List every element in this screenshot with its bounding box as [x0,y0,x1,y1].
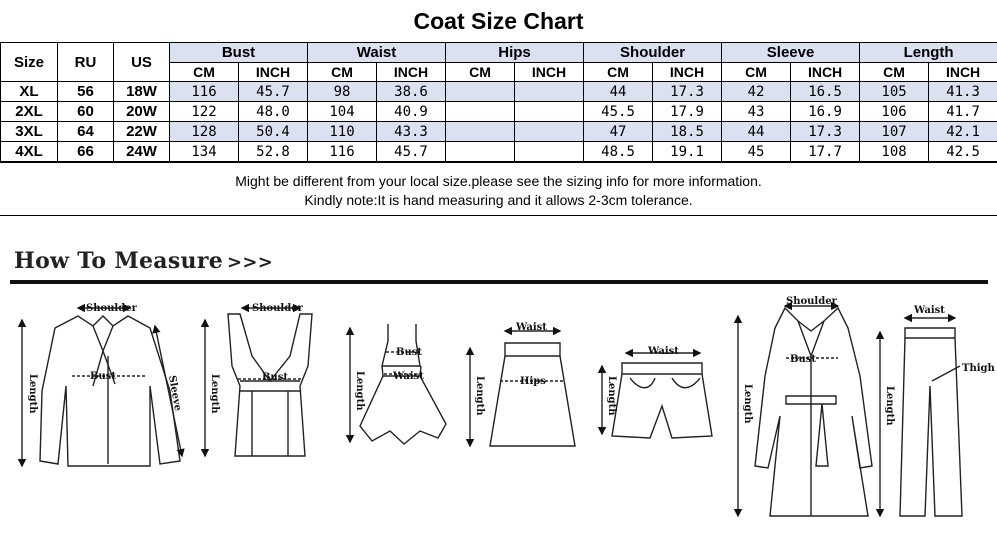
value-cell: 41.3 [929,82,997,102]
value-cell: 42.5 [929,142,997,162]
length-label: Length [209,374,220,414]
bust-label: Bust [790,354,816,365]
value-cell: 108 [860,142,929,162]
ru-header: RU [58,43,114,82]
value-cell: 48.5 [584,142,653,162]
waist-label: Waist [516,322,547,333]
size-cell: XL [1,82,58,102]
ru-cell: 56 [58,82,114,102]
value-cell: 52.8 [239,142,308,162]
sleeve-header: Sleeve [722,43,860,63]
value-cell: 44 [722,122,791,142]
value-cell: 19.1 [653,142,722,162]
value-cell: 122 [170,102,239,122]
note-line: Kindly note:It is hand measuring and it allows 2-3cm tolerance. [304,192,693,208]
value-cell: 42.1 [929,122,997,142]
value-cell: 45.5 [584,102,653,122]
value-cell [515,142,584,162]
value-cell: 17.7 [791,142,860,162]
shoulder-label: Shoulder [786,296,837,307]
how-to-measure-section [0,216,997,536]
length-label: Length [474,376,485,416]
value-cell [515,122,584,142]
value-cell: 17.3 [653,82,722,102]
size-header: Size [1,43,58,82]
unit-cm: CM [308,63,377,82]
us-header: US [114,43,170,82]
bust-label: Bust [396,347,422,358]
table-row [1,122,997,142]
how-to-measure-text: How To Measure [14,248,224,274]
value-cell: 42 [722,82,791,102]
value-cell: 47 [584,122,653,142]
size-cell: 2XL [1,102,58,122]
bust-label: Bust [262,372,288,383]
bust-header: Bust [170,43,308,63]
bust-label: Bust [90,371,116,382]
thigh-label: Thigh [962,363,995,374]
shoulder-header: Shoulder [584,43,722,63]
value-cell [446,122,515,142]
unit-cm: CM [860,63,929,82]
value-cell: 38.6 [377,82,446,102]
us-cell: 24W [114,142,170,162]
us-cell: 18W [114,82,170,102]
unit-inch: INCH [653,63,722,82]
chart-title: Coat Size Chart [0,0,997,43]
hips-header: Hips [446,43,584,63]
value-cell: 116 [308,142,377,162]
length-label: Length [884,386,895,426]
coat-icon [738,306,872,516]
value-cell: 98 [308,82,377,102]
unit-inch: INCH [929,63,997,82]
value-cell [446,142,515,162]
measure-labels [27,296,996,426]
value-cell: 50.4 [239,122,308,142]
value-cell: 43.3 [377,122,446,142]
unit-cm: CM [722,63,791,82]
table-header-row [1,43,997,63]
value-cell: 41.7 [929,102,997,122]
shoulder-label: Shoulder [252,303,303,314]
unit-cm: CM [446,63,515,82]
note-line: Might be different from your local size.please see the sizing info for more information. [235,173,762,189]
ru-cell: 60 [58,102,114,122]
waist-label: Waist [648,346,679,357]
value-cell: 110 [308,122,377,142]
table-row [1,102,997,122]
us-cell: 22W [114,122,170,142]
table-row [1,82,997,102]
unit-cm: CM [170,63,239,82]
value-cell [446,82,515,102]
size-cell: 4XL [1,142,58,162]
shorts-icon [602,353,712,438]
value-cell: 43 [722,102,791,122]
waist-label: Waist [393,371,424,382]
value-cell: 107 [860,122,929,142]
value-cell: 48.0 [239,102,308,122]
value-cell: 17.9 [653,102,722,122]
size-table [0,42,997,162]
value-cell: 16.5 [791,82,860,102]
value-cell: 105 [860,82,929,102]
size-cell: 3XL [1,122,58,142]
length-label: Length [742,384,753,424]
waist-label: Waist [914,305,945,316]
unit-inch: INCH [239,63,308,82]
value-cell [446,102,515,122]
unit-inch: INCH [791,63,860,82]
arrows-icon: >>> [227,252,274,273]
length-label: Length [27,374,38,414]
waist-header: Waist [308,43,446,63]
value-cell: 45.7 [239,82,308,102]
hips-label: Hips [520,376,546,387]
length-label: Length [354,371,365,411]
value-cell: 45 [722,142,791,162]
value-cell: 104 [308,102,377,122]
value-cell: 45.7 [377,142,446,162]
ru-cell: 64 [58,122,114,142]
tank-top-icon [205,308,312,456]
value-cell: 128 [170,122,239,142]
table-row [1,142,997,162]
length-label: Length [606,376,617,416]
value-cell: 106 [860,102,929,122]
value-cell: 17.3 [791,122,860,142]
value-cell [515,102,584,122]
unit-inch: INCH [515,63,584,82]
value-cell: 40.9 [377,102,446,122]
value-cell: 16.9 [791,102,860,122]
sleeve-label: Sleeve [166,374,184,412]
ru-cell: 66 [58,142,114,162]
us-cell: 20W [114,102,170,122]
unit-inch: INCH [377,63,446,82]
size-notes [0,162,997,216]
value-cell: 134 [170,142,239,162]
shoulder-label: Shoulder [86,303,137,314]
unit-cm: CM [584,63,653,82]
value-cell: 44 [584,82,653,102]
blouse-icon [22,308,182,466]
value-cell: 116 [170,82,239,102]
length-header: Length [860,43,997,63]
garment-illustrations [0,216,997,536]
value-cell: 18.5 [653,122,722,142]
value-cell [515,82,584,102]
